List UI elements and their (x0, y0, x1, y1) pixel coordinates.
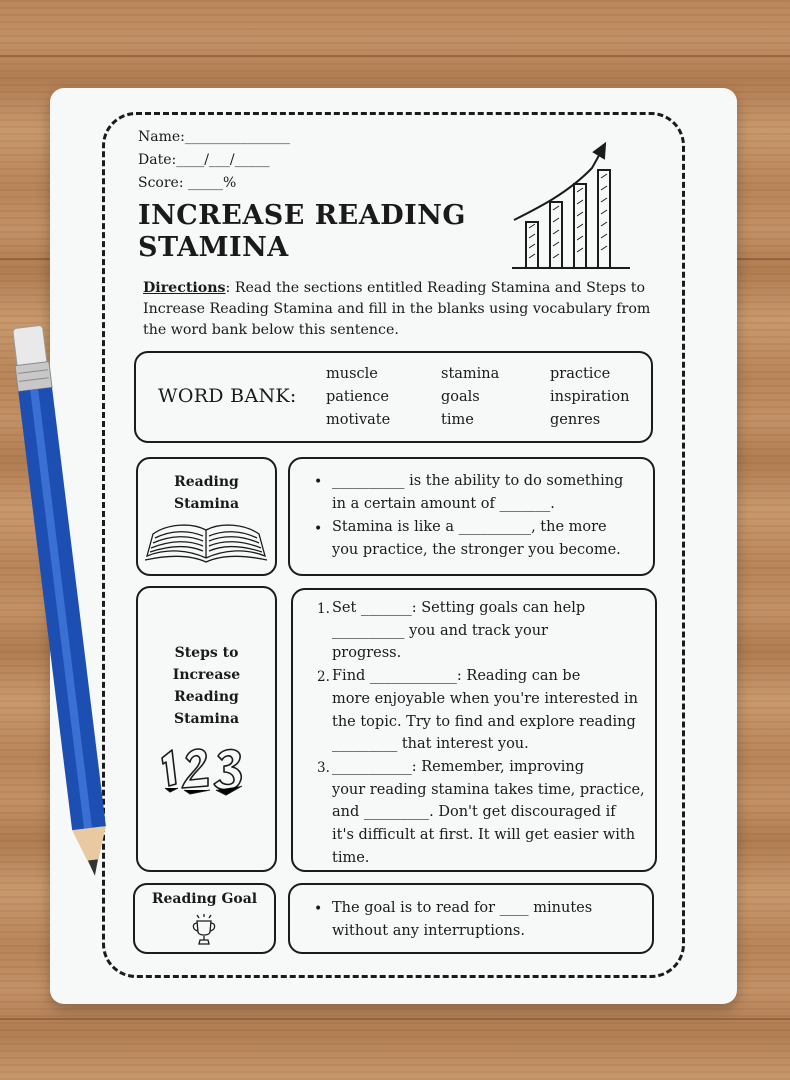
reading-goal-text (332, 897, 650, 943)
word-bank-word: practice (550, 366, 611, 382)
section-title-line: Reading (174, 689, 239, 705)
text-line: progress. (332, 645, 402, 662)
page-title (138, 200, 478, 264)
section-title-line: Steps to (174, 645, 239, 661)
reading-stamina-title (136, 471, 277, 515)
directions-text: Increase Reading Stamina and fill in the blanks using vocabulary from (143, 301, 651, 317)
word-bank-word: motivate (326, 412, 391, 428)
word-bank-word: goals (441, 389, 480, 405)
section-title-line: Stamina (173, 496, 240, 512)
text-line: __________ is the ability to do something (332, 473, 624, 489)
step-number: 3. (317, 760, 330, 776)
text-line: __________ you and track your (332, 622, 548, 639)
trophy-icon (191, 912, 217, 948)
text-line: more enjoyable when you're interested in (332, 690, 638, 707)
word-bank-label: WORD BANK: (158, 385, 297, 407)
text-line: Set _______: Setting goals can help (332, 600, 586, 616)
directions-text: : Read the sections entitled Reading Stamina and Steps to (225, 280, 646, 296)
numbers-123-icon (156, 740, 248, 796)
name-field[interactable]: Name:_______________ (138, 129, 290, 145)
directions-label: Directions (143, 280, 226, 296)
wood-plank-seam (0, 1018, 790, 1020)
word-bank-word: time (441, 412, 474, 428)
directions-text: the word bank below this sentence. (143, 322, 399, 338)
text-line: The goal is to read for ____ minutes (332, 900, 593, 916)
text-line: in a certain amount of _______. (332, 496, 555, 512)
text-line: your reading stamina takes time, practice, (332, 781, 645, 798)
reading-goal-title: Reading Goal (151, 891, 258, 907)
word-bank-word: inspiration (550, 389, 630, 405)
steps-text (332, 597, 650, 869)
text-line: you practice, the stronger you become. (332, 542, 621, 558)
text-line: Stamina is like a __________, the more (332, 519, 607, 535)
bar-chart-arrow-icon (508, 138, 636, 274)
score-field[interactable]: Score: _____% (138, 175, 237, 191)
text-line: _________ that interest you. (332, 736, 529, 753)
text-line: Find ____________: Reading can be (332, 668, 581, 685)
wood-plank-seam (0, 55, 790, 57)
word-bank-word: patience (326, 389, 390, 405)
bullet: • (314, 521, 323, 537)
section-title-line: Stamina (173, 711, 240, 727)
text-line: time. (332, 849, 370, 866)
page-title-line1: INCREASE READING (138, 200, 466, 231)
word-bank-word: muscle (326, 366, 378, 382)
section-title-line: Reading (174, 474, 239, 490)
text-line: and _________. Don't get discouraged if (332, 804, 616, 821)
date-field[interactable]: Date:____/___/_____ (138, 152, 270, 168)
step-number: 1. (317, 601, 330, 617)
step-number: 2. (317, 669, 330, 685)
steps-title (136, 642, 277, 730)
bullet: • (314, 474, 323, 490)
word-bank-word: genres (550, 412, 601, 428)
reading-stamina-text (332, 470, 650, 562)
text-line: the topic. Try to find and explore reading (332, 713, 636, 730)
text-line: it's difficult at first. It will get easier with (332, 827, 636, 844)
word-bank-word: stamina (441, 366, 500, 382)
text-line: ___________: Remember, improving (332, 758, 585, 775)
bullet: • (314, 901, 323, 917)
directions (143, 278, 663, 341)
page-title-line2: STAMINA (138, 232, 289, 263)
open-book-icon (143, 518, 269, 564)
text-line: without any interruptions. (332, 923, 525, 939)
section-title-line: Increase (172, 667, 241, 683)
